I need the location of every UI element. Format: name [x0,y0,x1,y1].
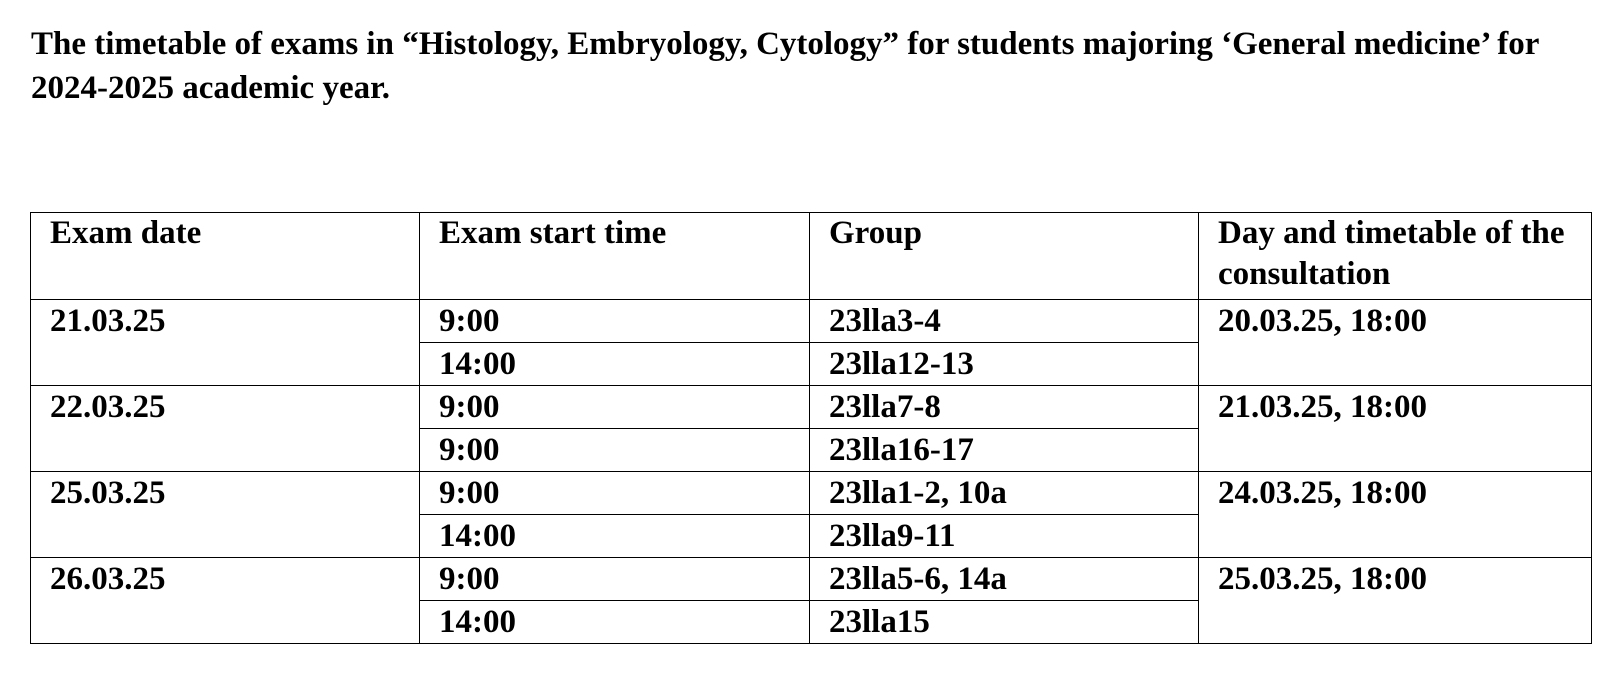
exam-timetable [30,212,1592,644]
table-row [31,386,1592,429]
exam-date-cell: 22.03.25 [31,386,420,472]
start-time-cell: 14:00 [420,343,810,386]
header-consultation: Day and timetable of the consultation [1199,213,1592,300]
group-cell: 23lla15 [810,601,1199,644]
table-row [31,472,1592,515]
group-cell: 23lla5-6, 14a [810,558,1199,601]
exam-date-cell: 26.03.25 [31,558,420,644]
exam-date-cell: 25.03.25 [31,472,420,558]
start-time-cell: 9:00 [420,386,810,429]
exam-date-cell: 21.03.25 [31,300,420,386]
consultation-cell: 25.03.25, 18:00 [1199,558,1592,644]
consultation-cell: 24.03.25, 18:00 [1199,472,1592,558]
consultation-cell: 20.03.25, 18:00 [1199,300,1592,386]
table-header-row [31,213,1592,300]
group-cell: 23lla3-4 [810,300,1199,343]
table-row [31,558,1592,601]
group-cell: 23lla12-13 [810,343,1199,386]
group-cell: 23lla1-2, 10a [810,472,1199,515]
start-time-cell: 9:00 [420,558,810,601]
header-exam-start-time: Exam start time [420,213,810,300]
header-exam-date: Exam date [31,213,420,300]
start-time-cell: 9:00 [420,472,810,515]
header-group: Group [810,213,1199,300]
start-time-cell: 9:00 [420,429,810,472]
start-time-cell: 14:00 [420,601,810,644]
group-cell: 23lla16-17 [810,429,1199,472]
group-cell: 23lla9-11 [810,515,1199,558]
table-row [31,300,1592,343]
start-time-cell: 14:00 [420,515,810,558]
consultation-cell: 21.03.25, 18:00 [1199,386,1592,472]
start-time-cell: 9:00 [420,300,810,343]
group-cell: 23lla7-8 [810,386,1199,429]
document-title: The timetable of exams in “Histology, Embryology, Cytology” for students majoring ‘General medicine’ for 2024-2025 academic year. [31,26,1539,106]
